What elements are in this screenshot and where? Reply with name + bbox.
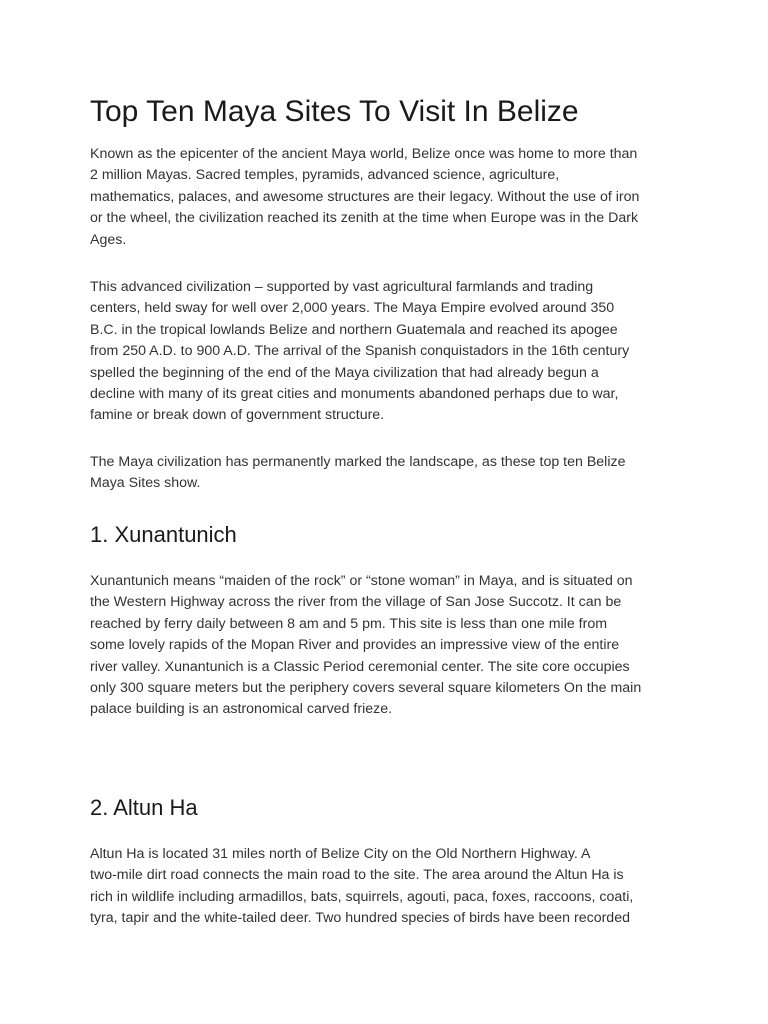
text-line: Known as the epicenter of the ancient Maya world, Belize once was home to more than <box>90 146 638 162</box>
intro-paragraph-1 <box>90 144 682 251</box>
text-line: Altun Ha is located 31 miles north of Belize City on the Old Northern Highway. A <box>90 846 591 862</box>
text-line: tyra, tapir and the white-tailed deer. Two hundred species of birds have been recorded <box>90 910 630 927</box>
intro-paragraph-3 <box>90 452 682 495</box>
text-line: the Western Highway across the river from the village of San Jose Succotz. It can be <box>90 594 622 611</box>
text-line: Ages. <box>90 231 127 248</box>
section-heading-altun-ha: 2. Altun Ha <box>90 795 198 820</box>
text-line: famine or break down of government structure. <box>90 407 385 424</box>
text-line: or the wheel, the civilization reached its zenith at the time when Europe was in the Dark <box>90 210 639 227</box>
text-line: mathematics, palaces, and awesome structures are their legacy. Without the use of iron <box>90 188 640 205</box>
text-line: rich in wildlife including armadillos, bats, squirrels, agouti, paca, foxes, raccoons, coati, <box>90 888 634 905</box>
text-line: centers, held sway for well over 2,000 years. The Maya Empire evolved around 350 <box>90 300 615 317</box>
text-line: Xunantunich means “maiden of the rock” or “stone woman” in Maya, and is situated on <box>90 573 633 589</box>
text-line: 2 million Mayas. Sacred temples, pyramids, advanced science, agriculture, <box>90 167 560 184</box>
text-line: spelled the beginning of the end of the Maya civilization that had already begun a <box>90 364 599 381</box>
text-line: decline with many of its great cities and monuments abandoned perhaps due to war, <box>90 386 619 403</box>
text-line: This advanced civilization – supported by vast agricultural farmlands and trading <box>90 279 594 295</box>
page-title: Top Ten Maya Sites To Visit In Belize <box>90 95 579 128</box>
text-line: Maya Sites show. <box>90 475 201 492</box>
section-heading-xunantunich: 1. Xunantunich <box>90 522 237 547</box>
text-line: two-mile dirt road connects the main road to the site. The area around the Altun Ha is <box>90 867 624 884</box>
text-line: reached by ferry daily between 8 am and 5 pm. This site is less than one mile from <box>90 615 608 632</box>
text-line: from 250 A.D. to 900 A.D. The arrival of the Spanish conquistadors in the 16th century <box>90 343 630 360</box>
section-paragraph-altun-ha <box>90 844 682 930</box>
section-paragraph-xunantunich <box>90 571 682 721</box>
text-line: only 300 square meters but the periphery covers several square kilometers On the main <box>90 680 642 697</box>
text-line: some lovely rapids of the Mopan River and provides an impressive view of the entire <box>90 637 620 654</box>
intro-paragraph-2 <box>90 277 682 427</box>
text-line: The Maya civilization has permanently marked the landscape, as these top ten Belize <box>90 454 626 470</box>
text-line: river valley. Xunantunich is a Classic Period ceremonial center. The site core occupies <box>90 658 630 675</box>
text-line: palace building is an astronomical carved frieze. <box>90 701 393 718</box>
text-line: B.C. in the tropical lowlands Belize and northern Guatemala and reached its apogee <box>90 321 618 338</box>
